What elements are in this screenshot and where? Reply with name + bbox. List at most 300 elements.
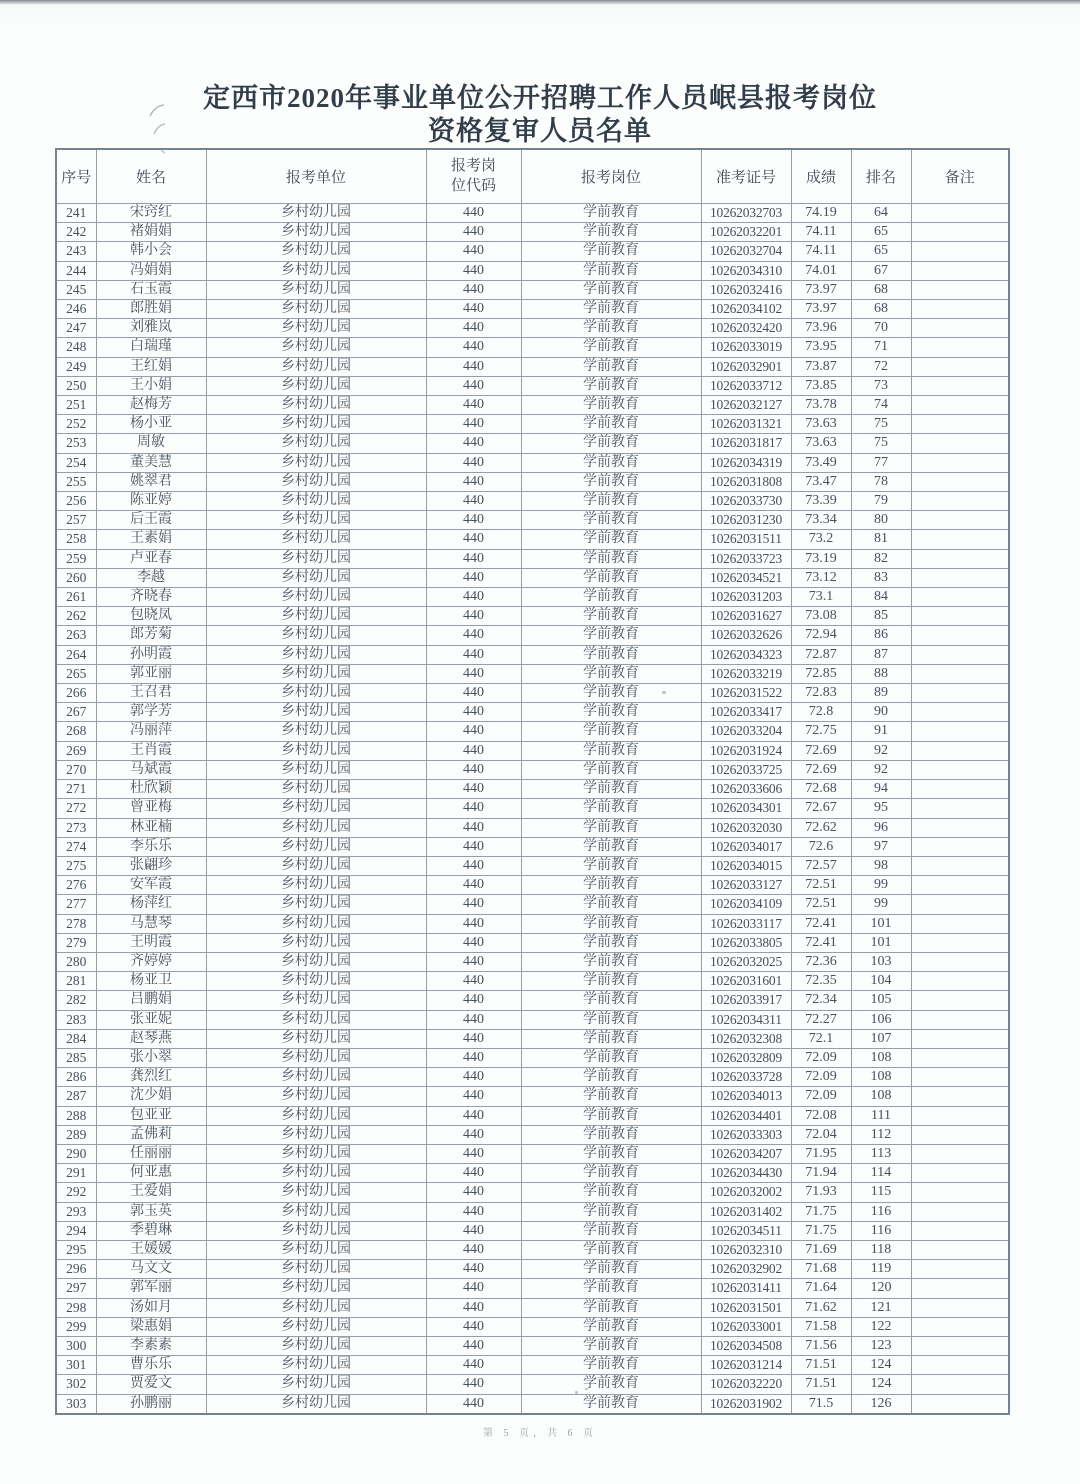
- cell-ticket: 10262031321: [701, 415, 791, 434]
- cell-code: 440: [426, 396, 521, 415]
- cell-no: 260: [56, 568, 96, 587]
- cell-code: 440: [426, 1240, 521, 1259]
- cell-unit: 乡村幼儿园: [206, 1375, 426, 1394]
- cell-score: 73.1: [791, 588, 851, 607]
- cell-position: 学前教育: [521, 1010, 701, 1029]
- cell-score: 73.34: [791, 511, 851, 530]
- cell-no: 296: [56, 1260, 96, 1279]
- cell-remark: [911, 626, 1009, 645]
- table-row: [56, 876, 1009, 895]
- cell-remark: [911, 914, 1009, 933]
- cell-code: 440: [426, 1029, 521, 1048]
- page-title: [0, 82, 1080, 148]
- table-row: [56, 338, 1009, 357]
- cell-name: 郭军丽: [96, 1279, 206, 1298]
- table-row: [56, 588, 1009, 607]
- cell-rank: 79: [851, 492, 911, 511]
- cell-ticket: 10262033725: [701, 760, 791, 779]
- table-row: [56, 722, 1009, 741]
- cell-ticket: 10262032626: [701, 626, 791, 645]
- cell-score: 71.75: [791, 1202, 851, 1221]
- table-row: [56, 434, 1009, 453]
- cell-no: 297: [56, 1279, 96, 1298]
- cell-unit: 乡村幼儿园: [206, 972, 426, 991]
- cell-position: 学前教育: [521, 1375, 701, 1394]
- cell-code: 440: [426, 1010, 521, 1029]
- cell-no: 258: [56, 530, 96, 549]
- cell-position: 学前教育: [521, 588, 701, 607]
- cell-remark: [911, 242, 1009, 261]
- table-row: [56, 1394, 1009, 1414]
- cell-no: 282: [56, 991, 96, 1010]
- cell-ticket: 10262034323: [701, 645, 791, 664]
- cell-position: 学前教育: [521, 972, 701, 991]
- cell-unit: 乡村幼儿园: [206, 1029, 426, 1048]
- table-row: [56, 1260, 1009, 1279]
- cell-no: 272: [56, 799, 96, 818]
- cell-rank: 73: [851, 376, 911, 395]
- cell-ticket: 10262032703: [701, 204, 791, 223]
- page-footer: 第 5 页，共 6 页: [483, 1428, 597, 1439]
- cell-rank: 65: [851, 223, 911, 242]
- cell-unit: 乡村幼儿园: [206, 818, 426, 837]
- cell-unit: 乡村幼儿园: [206, 684, 426, 703]
- cell-code: 440: [426, 1068, 521, 1087]
- cell-position: 学前教育: [521, 895, 701, 914]
- table-row: [56, 799, 1009, 818]
- cell-remark: [911, 972, 1009, 991]
- cell-no: 289: [56, 1125, 96, 1144]
- cell-score: 72.62: [791, 818, 851, 837]
- cell-ticket: 10262031902: [701, 1394, 791, 1414]
- column-header-name: 姓名: [96, 149, 206, 204]
- cell-no: 279: [56, 933, 96, 952]
- table-row: [56, 837, 1009, 856]
- cell-remark: [911, 511, 1009, 530]
- cell-remark: [911, 991, 1009, 1010]
- cell-unit: 乡村幼儿园: [206, 280, 426, 299]
- cell-remark: [911, 280, 1009, 299]
- cell-position: 学前教育: [521, 1279, 701, 1298]
- cell-name: 白瑞瑾: [96, 338, 206, 357]
- cell-rank: 92: [851, 760, 911, 779]
- cell-unit: 乡村幼儿园: [206, 549, 426, 568]
- column-header-unit: 报考单位: [206, 149, 426, 204]
- table-row: [56, 1106, 1009, 1125]
- cell-no: 295: [56, 1240, 96, 1259]
- cell-name: 李越: [96, 568, 206, 587]
- cell-no: 242: [56, 223, 96, 242]
- cell-rank: 89: [851, 684, 911, 703]
- cell-code: 440: [426, 952, 521, 971]
- table-row: [56, 1183, 1009, 1202]
- cell-no: 275: [56, 856, 96, 875]
- cell-position: 学前教育: [521, 1260, 701, 1279]
- cell-code: 440: [426, 837, 521, 856]
- cell-no: 250: [56, 376, 96, 395]
- table-row: [56, 1048, 1009, 1067]
- cell-name: 任丽丽: [96, 1144, 206, 1163]
- cell-score: 72.69: [791, 741, 851, 760]
- table-row: [56, 319, 1009, 338]
- cell-name: 马文文: [96, 1260, 206, 1279]
- cell-remark: [911, 741, 1009, 760]
- cell-code: 440: [426, 511, 521, 530]
- cell-score: 72.94: [791, 626, 851, 645]
- cell-rank: 81: [851, 530, 911, 549]
- table-row: [56, 684, 1009, 703]
- cell-remark: [911, 1221, 1009, 1240]
- cell-rank: 82: [851, 549, 911, 568]
- cell-rank: 123: [851, 1336, 911, 1355]
- cell-ticket: 10262031411: [701, 1279, 791, 1298]
- cell-score: 72.6: [791, 837, 851, 856]
- cell-unit: 乡村幼儿园: [206, 856, 426, 875]
- cell-no: 288: [56, 1106, 96, 1125]
- table-row: [56, 703, 1009, 722]
- cell-ticket: 10262034017: [701, 837, 791, 856]
- table-row: [56, 453, 1009, 472]
- cell-unit: 乡村幼儿园: [206, 511, 426, 530]
- cell-position: 学前教育: [521, 818, 701, 837]
- table-row: [56, 895, 1009, 914]
- cell-position: 学前教育: [521, 799, 701, 818]
- cell-name: 曾亚梅: [96, 799, 206, 818]
- cell-unit: 乡村幼儿园: [206, 261, 426, 280]
- table-row: [56, 1125, 1009, 1144]
- cell-rank: 96: [851, 818, 911, 837]
- cell-name: 张翩珍: [96, 856, 206, 875]
- table-row: [56, 626, 1009, 645]
- cell-position: 学前教育: [521, 376, 701, 395]
- column-header-rank: 排名: [851, 149, 911, 204]
- cell-name: 安军霞: [96, 876, 206, 895]
- cell-ticket: 10262033730: [701, 492, 791, 511]
- cell-remark: [911, 722, 1009, 741]
- cell-remark: [911, 837, 1009, 856]
- cell-score: 71.51: [791, 1375, 851, 1394]
- cell-remark: [911, 396, 1009, 415]
- cell-ticket: 10262031817: [701, 434, 791, 453]
- cell-score: 73.63: [791, 434, 851, 453]
- cell-code: 440: [426, 799, 521, 818]
- cell-score: 73.47: [791, 472, 851, 491]
- table-row: [56, 741, 1009, 760]
- cell-remark: [911, 760, 1009, 779]
- cell-remark: [911, 434, 1009, 453]
- cell-name: 卢亚春: [96, 549, 206, 568]
- cell-no: 291: [56, 1164, 96, 1183]
- cell-name: 包亚亚: [96, 1106, 206, 1125]
- cell-no: 243: [56, 242, 96, 261]
- cell-ticket: 10262032201: [701, 223, 791, 242]
- cell-score: 72.09: [791, 1068, 851, 1087]
- cell-ticket: 10262031601: [701, 972, 791, 991]
- cell-unit: 乡村幼儿园: [206, 568, 426, 587]
- cell-remark: [911, 415, 1009, 434]
- cell-name: 郎胜娟: [96, 300, 206, 319]
- cell-position: 学前教育: [521, 760, 701, 779]
- cell-no: 261: [56, 588, 96, 607]
- cell-unit: 乡村幼儿园: [206, 1260, 426, 1279]
- cell-remark: [911, 952, 1009, 971]
- cell-rank: 78: [851, 472, 911, 491]
- cell-unit: 乡村幼儿园: [206, 1048, 426, 1067]
- table-row: [56, 1010, 1009, 1029]
- cell-rank: 115: [851, 1183, 911, 1202]
- cell-name: 后王霞: [96, 511, 206, 530]
- table-row: [56, 492, 1009, 511]
- cell-ticket: 10262033917: [701, 991, 791, 1010]
- cell-ticket: 10262034015: [701, 856, 791, 875]
- cell-code: 440: [426, 991, 521, 1010]
- cell-ticket: 10262032416: [701, 280, 791, 299]
- cell-position: 学前教育: [521, 1087, 701, 1106]
- cell-position: 学前教育: [521, 645, 701, 664]
- cell-score: 73.39: [791, 492, 851, 511]
- cell-score: 72.67: [791, 799, 851, 818]
- cell-ticket: 10262031214: [701, 1356, 791, 1375]
- table-row: [56, 204, 1009, 223]
- table-row: [56, 972, 1009, 991]
- cell-no: 247: [56, 319, 96, 338]
- cell-ticket: 10262034301: [701, 799, 791, 818]
- cell-ticket: 10262033219: [701, 664, 791, 683]
- cell-score: 72.57: [791, 856, 851, 875]
- table-row: [56, 1144, 1009, 1163]
- cell-rank: 74: [851, 396, 911, 415]
- cell-rank: 70: [851, 319, 911, 338]
- cell-remark: [911, 1010, 1009, 1029]
- cell-unit: 乡村幼儿园: [206, 1356, 426, 1375]
- cell-position: 学前教育: [521, 492, 701, 511]
- cell-rank: 85: [851, 607, 911, 626]
- cell-code: 440: [426, 972, 521, 991]
- table-row: [56, 760, 1009, 779]
- cell-unit: 乡村幼儿园: [206, 1010, 426, 1029]
- cell-position: 学前教育: [521, 914, 701, 933]
- cell-rank: 106: [851, 1010, 911, 1029]
- cell-name: 汤如月: [96, 1298, 206, 1317]
- table-row: [56, 991, 1009, 1010]
- cell-remark: [911, 376, 1009, 395]
- cell-rank: 111: [851, 1106, 911, 1125]
- cell-no: 303: [56, 1394, 96, 1414]
- cell-ticket: 10262032002: [701, 1183, 791, 1202]
- cell-code: 440: [426, 1164, 521, 1183]
- cell-unit: 乡村幼儿园: [206, 1221, 426, 1240]
- cell-code: 440: [426, 703, 521, 722]
- cell-position: 学前教育: [521, 261, 701, 280]
- cell-no: 256: [56, 492, 96, 511]
- cell-no: 252: [56, 415, 96, 434]
- cell-code: 440: [426, 895, 521, 914]
- cell-code: 440: [426, 914, 521, 933]
- cell-score: 73.63: [791, 415, 851, 434]
- cell-rank: 104: [851, 972, 911, 991]
- cell-rank: 97: [851, 837, 911, 856]
- cell-score: 74.19: [791, 204, 851, 223]
- cell-ticket: 10262033204: [701, 722, 791, 741]
- table-row: [56, 472, 1009, 491]
- cell-remark: [911, 453, 1009, 472]
- table-row: [56, 1068, 1009, 1087]
- cell-remark: [911, 1356, 1009, 1375]
- cell-rank: 99: [851, 895, 911, 914]
- cell-unit: 乡村幼儿园: [206, 607, 426, 626]
- cell-unit: 乡村幼儿园: [206, 1336, 426, 1355]
- cell-name: 龚烈红: [96, 1068, 206, 1087]
- cell-rank: 83: [851, 568, 911, 587]
- cell-code: 440: [426, 1106, 521, 1125]
- table-row: [56, 300, 1009, 319]
- cell-score: 74.11: [791, 223, 851, 242]
- table-row: [56, 1087, 1009, 1106]
- cell-code: 440: [426, 1336, 521, 1355]
- table-row: [56, 1375, 1009, 1394]
- cell-no: 278: [56, 914, 96, 933]
- cell-remark: [911, 1394, 1009, 1414]
- table-row: [56, 1336, 1009, 1355]
- cell-score: 71.95: [791, 1144, 851, 1163]
- cell-name: 周敏: [96, 434, 206, 453]
- column-header-score: 成绩: [791, 149, 851, 204]
- cell-ticket: 10262034102: [701, 300, 791, 319]
- cell-no: 254: [56, 453, 96, 472]
- cell-rank: 75: [851, 415, 911, 434]
- cell-position: 学前教育: [521, 1240, 701, 1259]
- cell-unit: 乡村幼儿园: [206, 472, 426, 491]
- cell-remark: [911, 338, 1009, 357]
- table-row: [56, 1164, 1009, 1183]
- cell-ticket: 10262033712: [701, 376, 791, 395]
- cell-name: 杨小亚: [96, 415, 206, 434]
- cell-score: 71.69: [791, 1240, 851, 1259]
- cell-unit: 乡村幼儿园: [206, 204, 426, 223]
- cell-remark: [911, 664, 1009, 683]
- cell-ticket: 10262032127: [701, 396, 791, 415]
- scan-edge-artifact: [0, 0, 1080, 5]
- cell-rank: 122: [851, 1317, 911, 1336]
- cell-ticket: 10262032030: [701, 818, 791, 837]
- cell-score: 72.36: [791, 952, 851, 971]
- cell-rank: 94: [851, 780, 911, 799]
- cell-position: 学前教育: [521, 1394, 701, 1414]
- cell-name: 董美慧: [96, 453, 206, 472]
- cell-name: 马慧琴: [96, 914, 206, 933]
- cell-rank: 126: [851, 1394, 911, 1414]
- cell-score: 72.27: [791, 1010, 851, 1029]
- cell-no: 281: [56, 972, 96, 991]
- cell-ticket: 10262033117: [701, 914, 791, 933]
- cell-unit: 乡村幼儿园: [206, 357, 426, 376]
- cell-code: 440: [426, 856, 521, 875]
- cell-no: 276: [56, 876, 96, 895]
- cell-unit: 乡村幼儿园: [206, 664, 426, 683]
- cell-code: 440: [426, 1221, 521, 1240]
- cell-rank: 105: [851, 991, 911, 1010]
- cell-remark: [911, 492, 1009, 511]
- cell-no: 267: [56, 703, 96, 722]
- cell-ticket: 10262033723: [701, 549, 791, 568]
- cell-remark: [911, 1260, 1009, 1279]
- cell-score: 72.1: [791, 1029, 851, 1048]
- cell-no: 273: [56, 818, 96, 837]
- cell-ticket: 10262031501: [701, 1298, 791, 1317]
- cell-unit: 乡村幼儿园: [206, 876, 426, 895]
- cell-name: 林亚楠: [96, 818, 206, 837]
- cell-unit: 乡村幼儿园: [206, 1202, 426, 1221]
- cell-rank: 108: [851, 1068, 911, 1087]
- cell-remark: [911, 1202, 1009, 1221]
- cell-name: 王召君: [96, 684, 206, 703]
- cell-code: 440: [426, 530, 521, 549]
- cell-ticket: 10262032220: [701, 1375, 791, 1394]
- cell-code: 440: [426, 319, 521, 338]
- cell-name: 王素娟: [96, 530, 206, 549]
- cell-remark: [911, 856, 1009, 875]
- cell-position: 学前教育: [521, 933, 701, 952]
- cell-score: 74.01: [791, 261, 851, 280]
- cell-ticket: 10262034319: [701, 453, 791, 472]
- cell-unit: 乡村幼儿园: [206, 1125, 426, 1144]
- cell-unit: 乡村幼儿园: [206, 645, 426, 664]
- cell-position: 学前教育: [521, 568, 701, 587]
- cell-name: 冯娟娟: [96, 261, 206, 280]
- cell-name: 吕鹏娟: [96, 991, 206, 1010]
- cell-position: 学前教育: [521, 856, 701, 875]
- cell-name: 杜欣颖: [96, 780, 206, 799]
- table-row: [56, 549, 1009, 568]
- cell-ticket: 10262033417: [701, 703, 791, 722]
- cell-unit: 乡村幼儿园: [206, 1087, 426, 1106]
- table-row: [56, 280, 1009, 299]
- cell-remark: [911, 530, 1009, 549]
- cell-rank: 67: [851, 261, 911, 280]
- cell-rank: 116: [851, 1221, 911, 1240]
- cell-remark: [911, 204, 1009, 223]
- cell-unit: 乡村幼儿园: [206, 837, 426, 856]
- cell-score: 73.87: [791, 357, 851, 376]
- cell-code: 440: [426, 1125, 521, 1144]
- cell-ticket: 10262033303: [701, 1125, 791, 1144]
- cell-ticket: 10262034207: [701, 1144, 791, 1163]
- cell-remark: [911, 607, 1009, 626]
- cell-remark: [911, 319, 1009, 338]
- table-row: [56, 1298, 1009, 1317]
- table-row: [56, 568, 1009, 587]
- table-row: [56, 415, 1009, 434]
- cell-no: 241: [56, 204, 96, 223]
- cell-ticket: 10262034310: [701, 261, 791, 280]
- cell-name: 冯丽萍: [96, 722, 206, 741]
- cell-name: 郭学芳: [96, 703, 206, 722]
- cell-rank: 107: [851, 1029, 911, 1048]
- cell-code: 440: [426, 607, 521, 626]
- cell-score: 72.75: [791, 722, 851, 741]
- table-row: [56, 664, 1009, 683]
- cell-no: 298: [56, 1298, 96, 1317]
- cell-score: 71.58: [791, 1317, 851, 1336]
- cell-score: 72.8: [791, 703, 851, 722]
- cell-unit: 乡村幼儿园: [206, 1068, 426, 1087]
- cell-score: 73.97: [791, 300, 851, 319]
- cell-code: 440: [426, 1394, 521, 1414]
- cell-ticket: 10262031402: [701, 1202, 791, 1221]
- cell-code: 440: [426, 300, 521, 319]
- cell-unit: 乡村幼儿园: [206, 415, 426, 434]
- cell-code: 440: [426, 741, 521, 760]
